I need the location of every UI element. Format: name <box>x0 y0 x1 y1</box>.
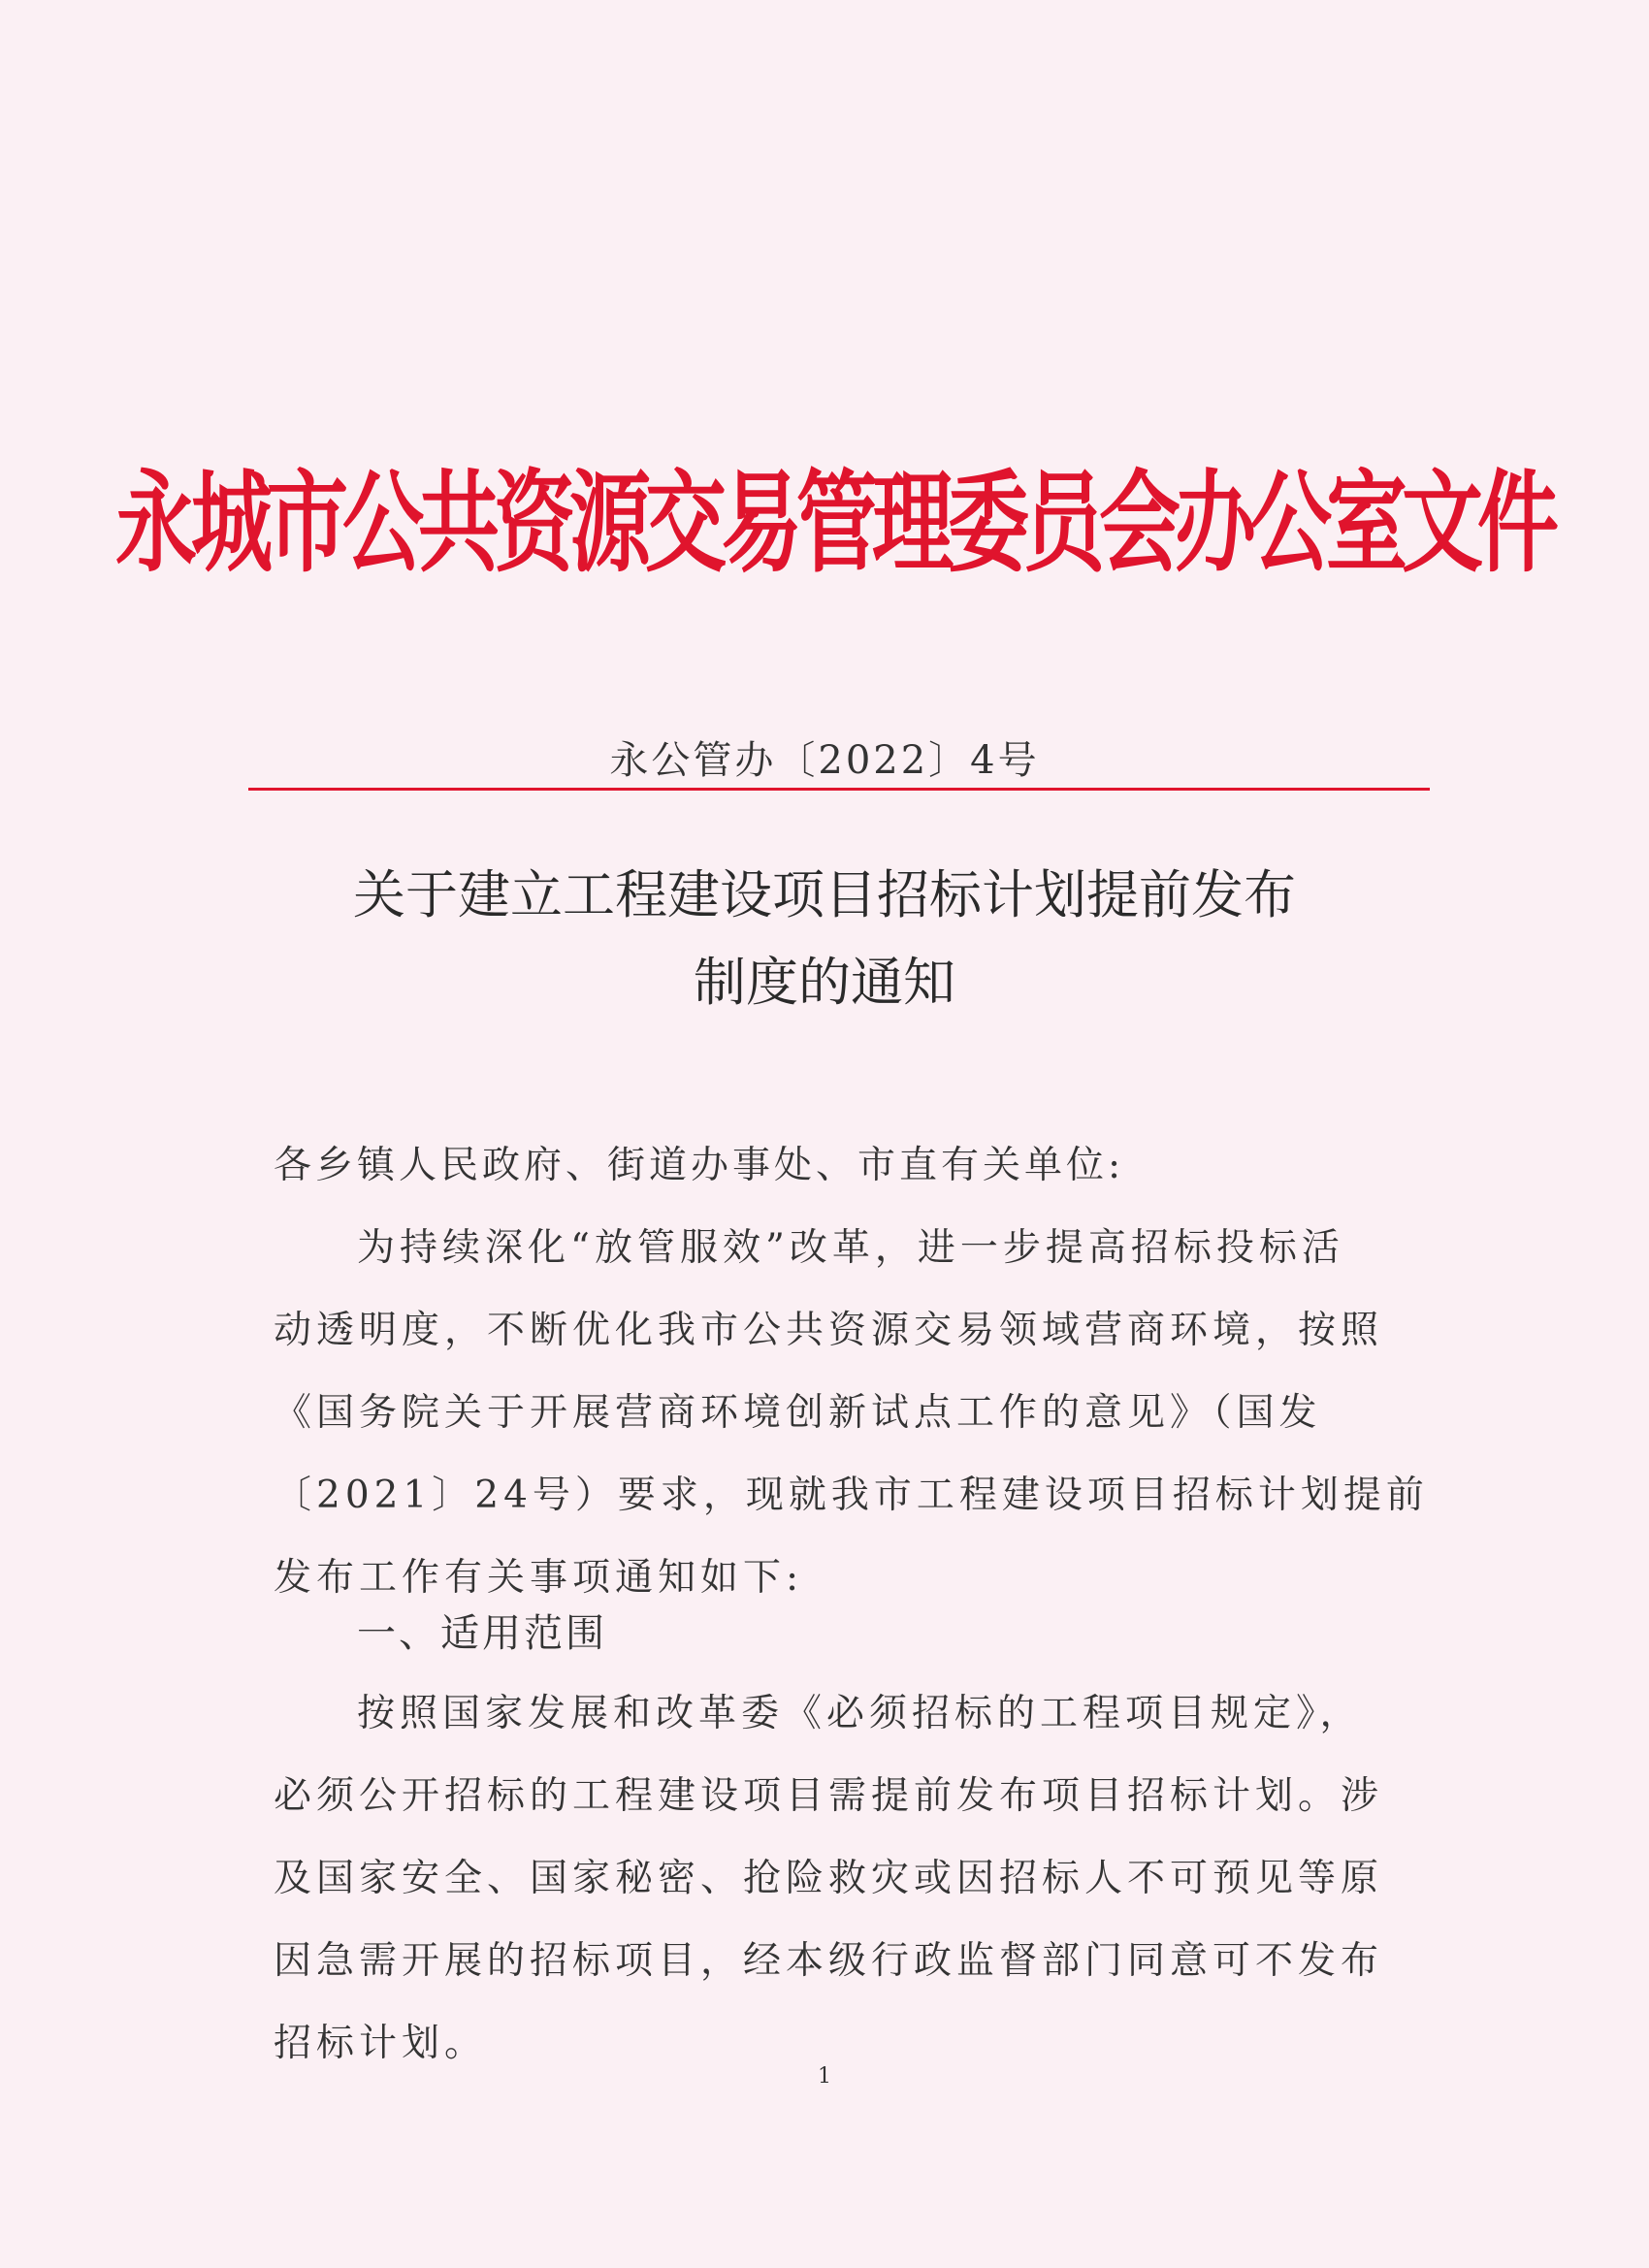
paragraph-2-line-5: 招标计划。 <box>274 2022 488 2065</box>
paragraph-1-line-4: 〔2021〕24号）要求，现就我市工程建设项目招标计划提前 <box>274 1474 1429 1517</box>
paragraph-2-line-1: 按照国家发展和改革委《必须招标的工程项目规定》， <box>357 1692 1363 1735</box>
paragraph-2-line-4: 因急需开展的招标项目，经本级行政监督部门同意可不发布 <box>274 1939 1384 1983</box>
red-divider-line <box>248 788 1430 791</box>
paragraph-1-line-2: 动透明度，不断优化我市公共资源交易领域营商环境，按照 <box>274 1309 1384 1352</box>
paragraph-2-line-3: 及国家安全、国家秘密、抢险救灾或因招标人不可预见等原 <box>274 1857 1384 1900</box>
paragraph-2-line-2: 必须公开招标的工程建设项目需提前发布项目招标计划。涉 <box>274 1774 1384 1818</box>
page-number: 1 <box>818 2064 831 2089</box>
issuing-organization-header: 永城市公共资源交易管理委员会办公室文件 <box>115 457 1554 587</box>
section-1-heading: 一、适用范围 <box>357 1611 607 1656</box>
paragraph-1-line-3: 《国务院关于开展营商环境创新试点工作的意见》（国发 <box>274 1391 1322 1435</box>
paragraph-1-line-5: 发布工作有关事项通知如下: <box>274 1556 804 1600</box>
document-title-line-1: 关于建立工程建设项目招标计划提前发布 <box>353 864 1296 925</box>
document-title-line-2: 制度的通知 <box>694 952 955 1013</box>
paragraph-1-line-1: 为持续深化“放管服效”改革，进一步提高招标投标活 <box>357 1226 1344 1270</box>
addressee-line: 各乡镇人民政府、街道办事处、市直有关单位: <box>274 1144 1125 1187</box>
document-number: 永公管办〔2022〕4号 <box>609 738 1040 783</box>
